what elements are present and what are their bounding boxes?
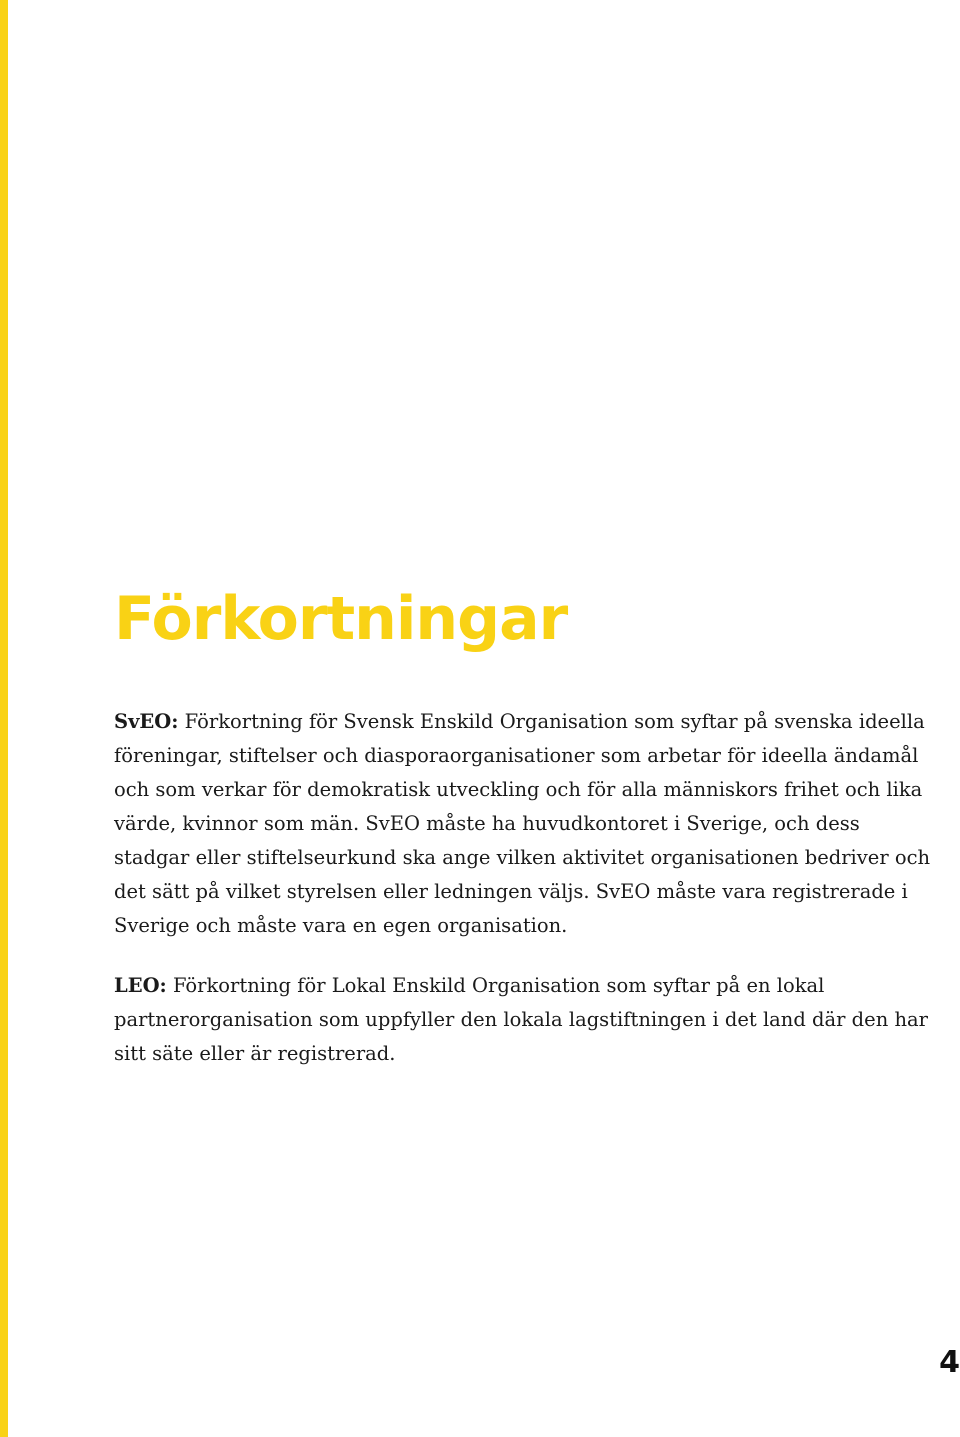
entry-definition: Förkortning för Svensk Enskild Organisation som syftar på svenska ideella föreningar, stiftelser och diasporaorganisationer som arbetar för ideella ändamål och som verkar för demokratisk utveckling och för alla människors frihet och lika värde, kvinnor som män. SvEO måste ha huvudkontoret i Sverige, och dess stadgar eller stiftelseurkund ska ange vilken aktivitet organisationen bedriver och det sätt på vilket styrelsen eller ledningen väljs. SvEO måste vara registrerade i Sverige och måste vara en egen organisation. bbox=[114, 710, 931, 937]
accent-bar bbox=[0, 0, 8, 1437]
entry-definition: Förkortning för Lokal Enskild Organisation som syftar på en lokal partnerorganisation som uppfyller den lokala lagstiftningen i det land där den har sitt säte eller är registrerad. bbox=[114, 974, 928, 1065]
entry-term: LEO: bbox=[114, 974, 167, 997]
definition-entry-sveo bbox=[114, 705, 932, 943]
page-number: 4 bbox=[939, 1345, 960, 1380]
page-title: Förkortningar bbox=[114, 584, 568, 654]
entry-term: SvEO: bbox=[114, 710, 179, 733]
definition-entry-leo bbox=[114, 969, 932, 1071]
